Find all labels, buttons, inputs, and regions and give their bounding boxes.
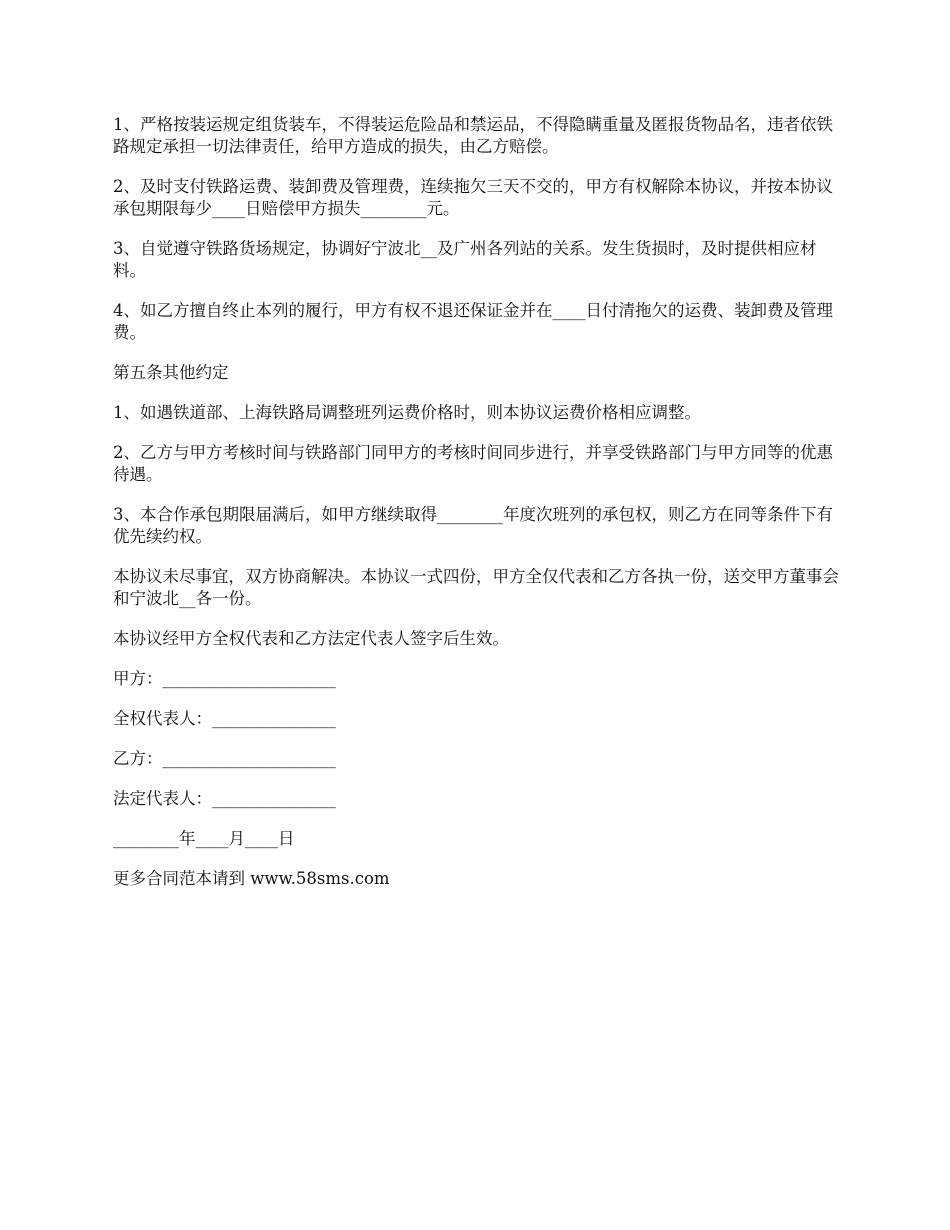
article-5-clause-1: 1、如遇铁道部、上海铁路局调整班列运费价格时，则本协议运费价格相应调整。 bbox=[113, 403, 701, 422]
clause-4: 4、如乙方擅自终止本列的履行，甲方有权不退还保证金并在____日付清拖欠的运费、装卸费及管理费。 bbox=[113, 301, 833, 342]
authorized-representative-signature-line: 全权代表人：_______________ bbox=[113, 709, 336, 728]
clause-3: 3、自觉遵守铁路货场规定，协调好宁波北__及广州各列站的关系。发生货损时，及时提供相应材料。 bbox=[113, 239, 817, 280]
legal-representative-signature-line: 法定代表人：_______________ bbox=[113, 789, 336, 808]
clause-1: 1、严格按装运规定组货装车，不得装运危险品和禁运品，不得隐瞒重量及匿报货物品名，违者依铁路规定承担一切法律责任，给甲方造成的损失，由乙方赔偿。 bbox=[113, 115, 833, 156]
party-a-signature-line: 甲方：_____________________ bbox=[113, 669, 336, 688]
party-b-signature-line: 乙方：_____________________ bbox=[113, 749, 336, 768]
document-body bbox=[113, 114, 843, 908]
clause-2: 2、及时支付铁路运费、装卸费及管理费，连续拖欠三天不交的，甲方有权解除本协议，并按本协议承包期限每少____日赔偿甲方损失________元。 bbox=[113, 177, 833, 218]
article-5-clause-3: 3、本合作承包期限届满后，如甲方继续取得________年度次班列的承包权，则乙方在同等条件下有优先续约权。 bbox=[113, 505, 833, 546]
effective-clause: 本协议经甲方全权代表和乙方法定代表人签字后生效。 bbox=[113, 629, 509, 648]
footer-link-text: 更多合同范本请到 www.58sms.com bbox=[113, 869, 390, 888]
supplementary-terms: 本协议未尽事宜，双方协商解决。本协议一式四份，甲方全仅代表和乙方各执一份，送交甲方董事会和宁波北__各一份。 bbox=[113, 567, 839, 608]
article-5-clause-2: 2、乙方与甲方考核时间与铁路部门同甲方的考核时间同步进行，并享受铁路部门与甲方同等的优惠待遇。 bbox=[113, 443, 833, 484]
section-heading-article-5: 第五条其他约定 bbox=[113, 363, 229, 382]
date-line: ________年____月____日 bbox=[113, 829, 295, 848]
